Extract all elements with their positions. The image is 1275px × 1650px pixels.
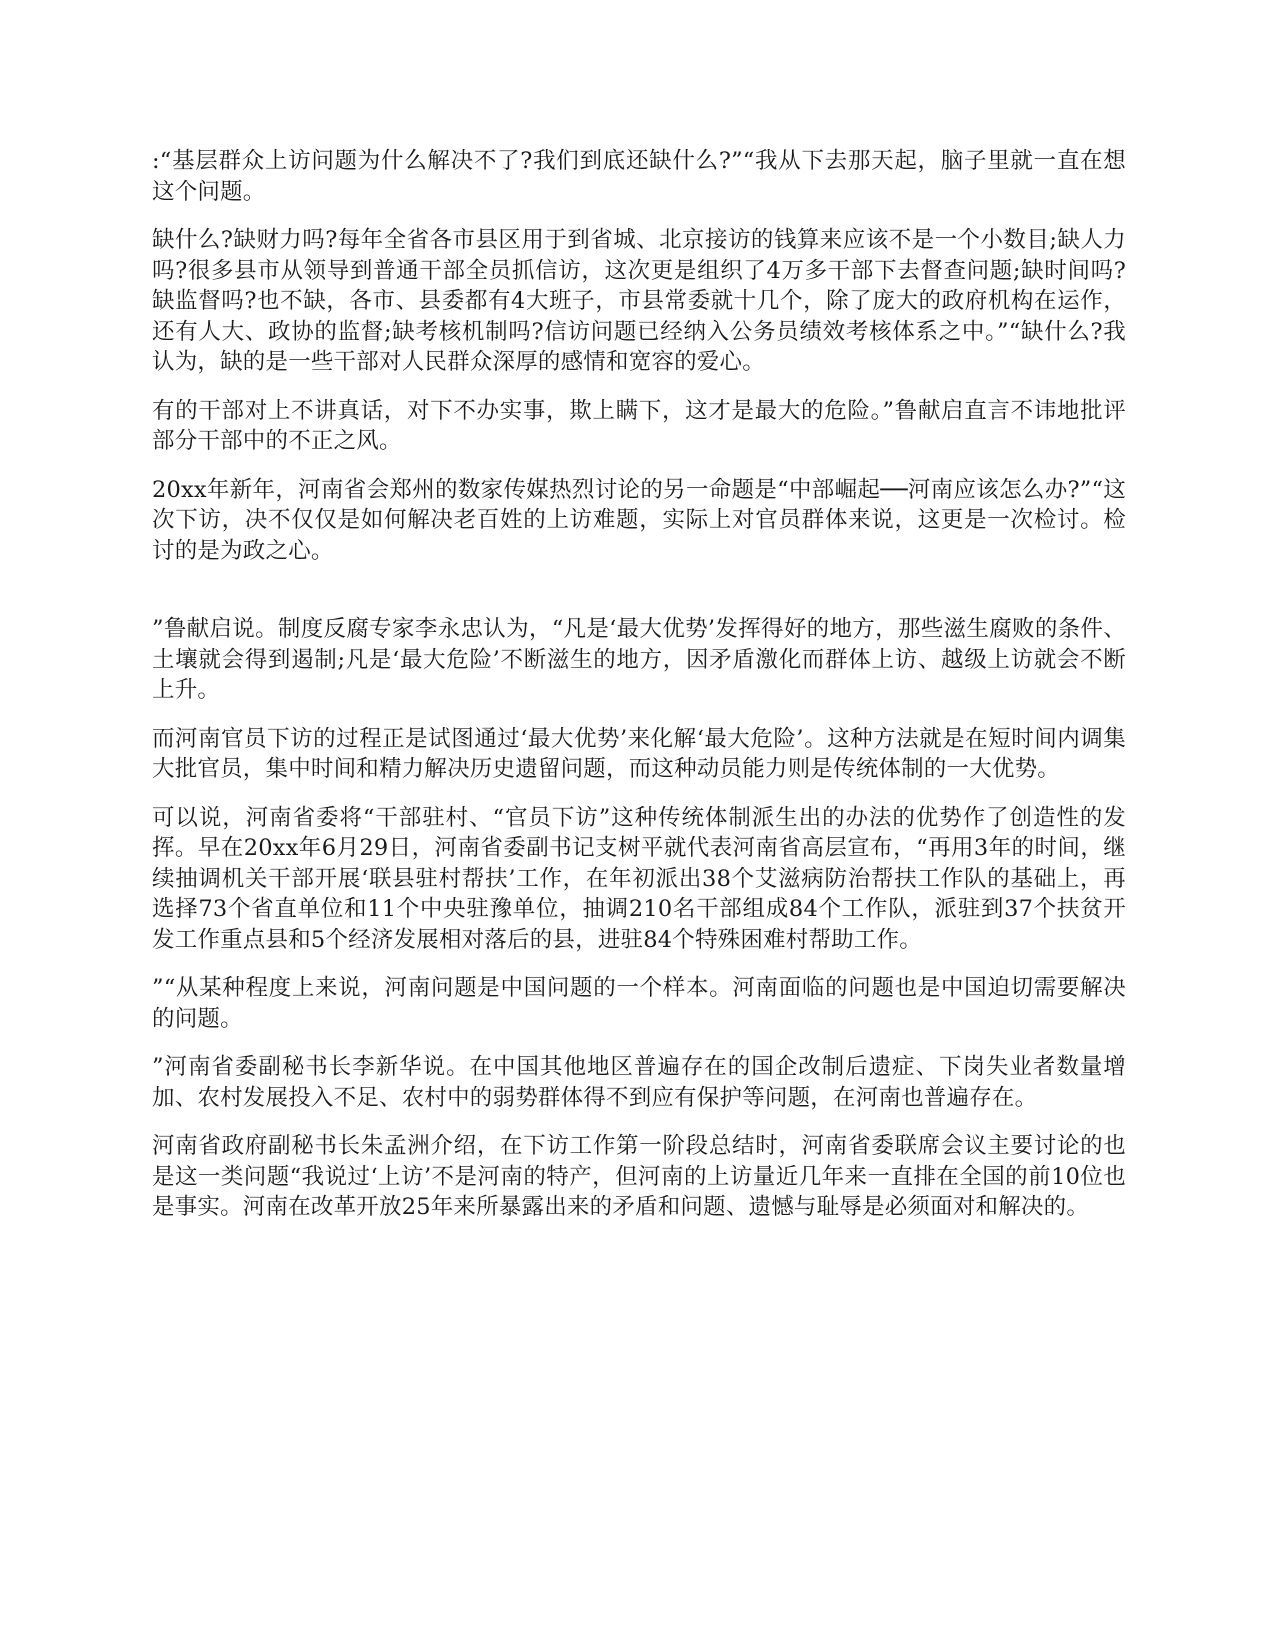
paragraph-10: 河南省政府副秘书长朱孟洲介绍，在下访工作第一阶段总结时，河南省委联席会议主要讨论的也是这一类问题“我说过‘上访’不是河南的特产，但河南的上访量近几年来一直排在全国的前10位也是事实。河南在改革开放25年来所暴露出来的矛盾和问题、遗憾与耻辱是必须面对和解决的。: [152, 1133, 1126, 1220]
document-body: [152, 146, 1126, 1241]
paragraph-8: ”“从某种程度上来说，河南问题是中国问题的一个样本。河南面临的问题也是中国迫切需要解决的问题。: [152, 975, 1126, 1032]
paragraph-5: ”鲁献启说。制度反腐专家李永忠认为，“凡是‘最大优势’发挥得好的地方，那些滋生腐败的条件、土壤就会得到遏制;凡是‘最大危险’不断滋生的地方，因矛盾激化而群体上访、越级上访就会不断上升。: [152, 616, 1126, 703]
paragraph-9: ”河南省委副秘书长李新华说。在中国其他地区普遍存在的国企改制后遗症、下岗失业者数量增加、农村发展投入不足、农村中的弱势群体得不到应有保护等问题，在河南也普遍存在。: [152, 1054, 1126, 1111]
paragraph-4: 20xx年新年，河南省会郑州的数家传媒热烈讨论的另一命题是“中部崛起──河南应该怎么办?”“这次下访，决不仅仅是如何解决老百姓的上访难题，实际上对官员群体来说，这更是一次检讨。检讨的是为政之心。: [152, 476, 1126, 564]
paragraph-1: :“基层群众上访问题为什么解决不了?我们到底还缺什么?”“我从下去那天起，脑子里就一直在想这个问题。: [152, 148, 1126, 205]
paragraph-2: 缺什么?缺财力吗?每年全省各市县区用于到省城、北京接访的钱算来应该不是一个小数目;缺人力吗?很多县市从领导到普通干部全员抓信访，这次更是组织了4万多干部下去督查问题;缺时间吗?缺监督吗?也不缺，各市、县委都有4大班子，市县常委就十几个，除了庞大的政府机构在运作，还有人大、政协的监督;缺考核机制吗?信访问题已经纳入公务员绩效考核体系之中。”“缺什么?我认为，缺的是一些干部对人民群众深厚的感情和宽容的爱心。: [152, 227, 1126, 375]
paragraph-6: 而河南官员下访的过程正是试图通过‘最大优势’来化解‘最大危险’。这种方法就是在短时间内调集大批官员，集中时间和精力解决历史遗留问题，而这种动员能力则是传统体制的一大优势。: [152, 725, 1126, 782]
paragraph-7: 可以说，河南省委将“干部驻村、“官员下访”这种传统体制派生出的办法的优势作了创造性的发挥。早在20xx年6月29日，河南省委副书记支树平就代表河南省高层宣布，“再用3年的时间，继续抽调机关干部开展‘联县驻村帮扶’工作，在年初派出38个艾滋病防治帮扶工作队的基础上，再选择73个省直单位和11个中央驻豫单位，抽调210名干部组成84个工作队，派驻到37个扶贫开发工作重点县和5个经济发展相对落后的县，进驻84个特殊困难村帮助工作。: [152, 804, 1126, 953]
paragraph-3: 有的干部对上不讲真话，对下不办实事，欺上瞒下，这才是最大的危险。”鲁献启直言不讳地批评部分干部中的不正之风。: [152, 397, 1126, 454]
